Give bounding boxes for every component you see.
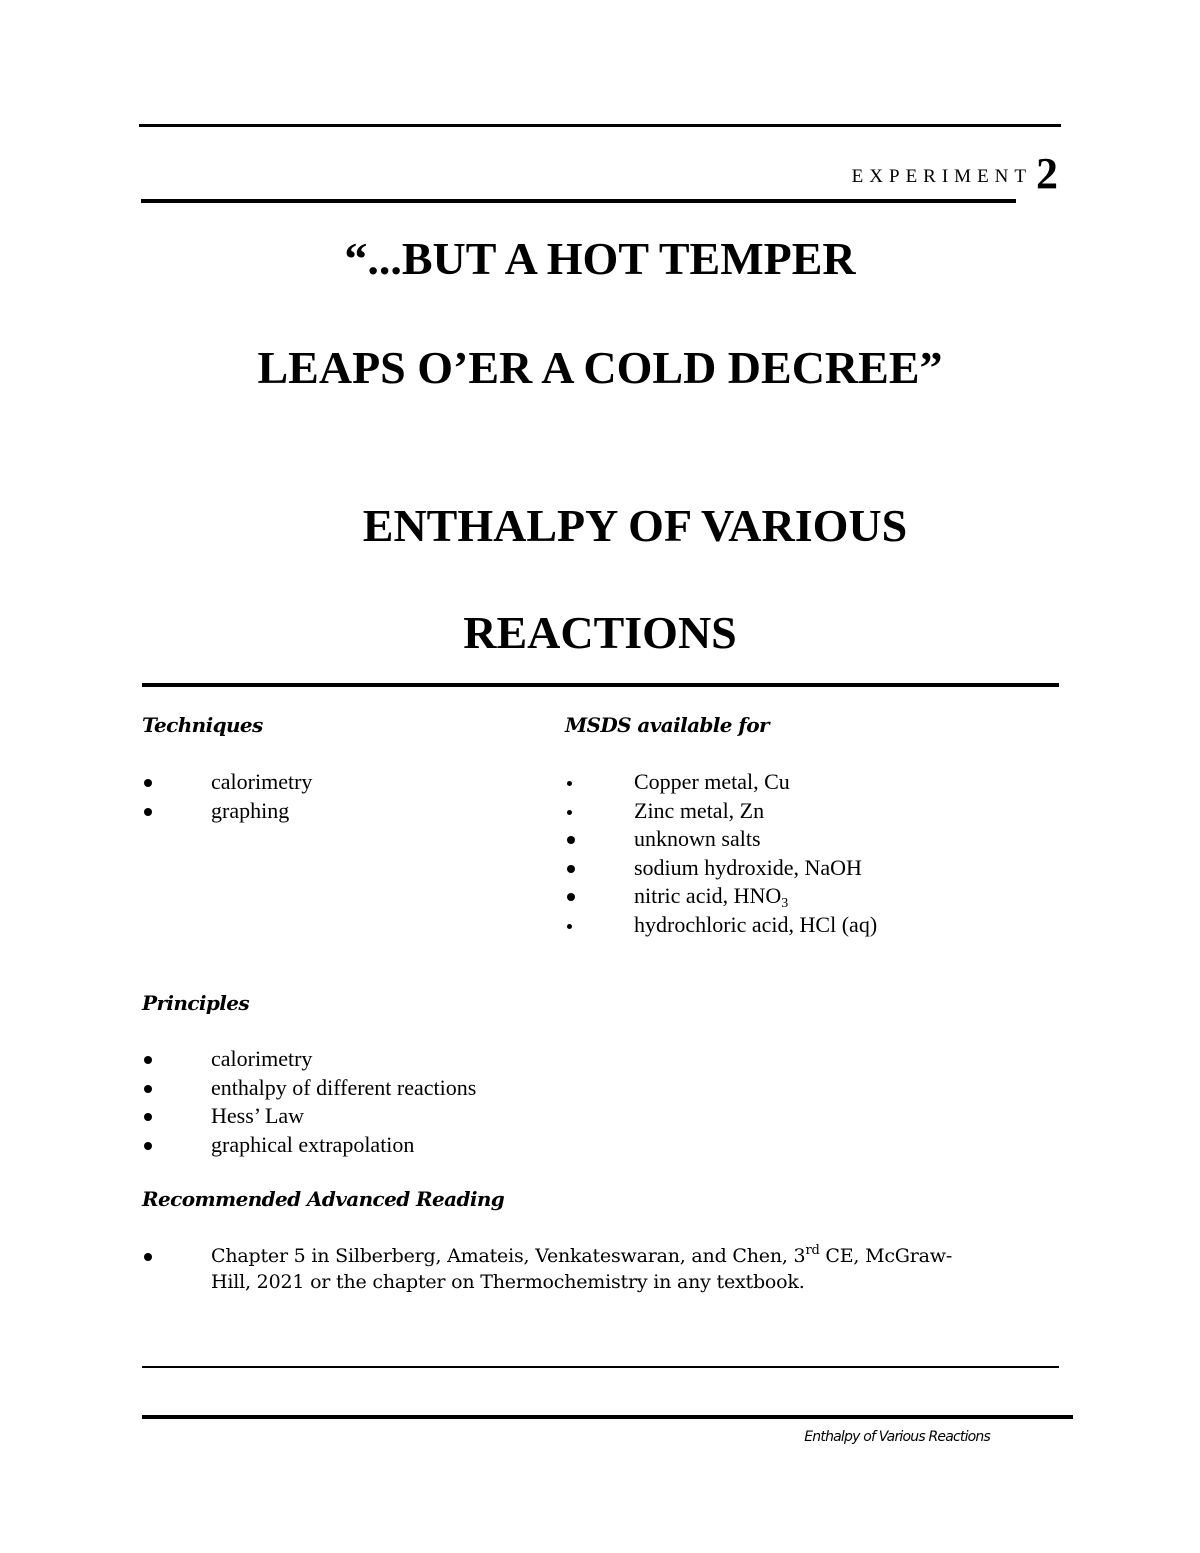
bullet-icon (144, 1113, 152, 1121)
reading-heading: Recommended Advanced Reading (142, 1187, 505, 1211)
list-item: unknown salts (565, 825, 877, 854)
title-line-3: ENTHALPY OF VARIOUS (362, 500, 908, 551)
list-item: hydrochloric acid, HCl (aq) (565, 911, 877, 940)
bullet-icon (144, 1085, 152, 1093)
list-item: graphical extrapolation (142, 1131, 476, 1160)
principles-list (142, 1045, 476, 1159)
list-item: enthalpy of different reactions (142, 1074, 476, 1103)
list-item: calorimetry (142, 1045, 476, 1074)
bullet-icon (567, 810, 572, 815)
techniques-list (142, 768, 312, 825)
bullet-icon (144, 1253, 152, 1261)
title-line-4: REACTIONS (463, 607, 737, 658)
bullet-icon (567, 836, 575, 844)
list-item: calorimetry (142, 768, 312, 797)
bullet-icon (144, 808, 152, 816)
bullet-icon (567, 865, 575, 873)
lower-rule-1 (142, 1366, 1059, 1368)
bullet-icon (567, 893, 575, 901)
bullet-icon (144, 1142, 152, 1150)
experiment-number: 2 (1036, 149, 1058, 198)
principles-heading: Principles (142, 991, 250, 1015)
title-line-2: LEAPS O’ER A COLD DECREE” (257, 342, 943, 393)
lower-rule-2 (142, 1415, 1073, 1419)
footer-running-title: Enthalpy of Various Reactions (804, 1429, 990, 1445)
msds-list (565, 768, 877, 939)
header-rule (141, 199, 1016, 203)
experiment-word: EXPERIMENT (851, 166, 1032, 187)
list-item: Hess’ Law (142, 1102, 476, 1131)
list-item: Zinc metal, Zn (565, 797, 877, 826)
list-item: graphing (142, 797, 312, 826)
top-rule (139, 124, 1061, 127)
list-item: nitric acid, $HNO_3$ (565, 882, 877, 911)
bullet-icon (144, 1056, 152, 1064)
experiment-label (851, 149, 1058, 198)
list-item: sodium hydroxide, NaOH (565, 854, 877, 883)
techniques-heading: Techniques (142, 713, 263, 737)
list-item: Copper metal, Cu (565, 768, 877, 797)
bullet-icon (567, 781, 572, 786)
reading-item: Chapter 5 in Silberberg, Amateis, Venkateswaran, and Chen, 3rd CE, McGraw- Hill, 2021 or the chapter on Thermochemistry in any textbook. (211, 1243, 953, 1293)
title-line-1: “...BUT A HOT TEMPER (344, 233, 856, 284)
bullet-icon (144, 779, 152, 787)
msds-heading: MSDS available for (565, 713, 769, 737)
bullet-icon (567, 924, 572, 929)
title-bottom-rule (142, 683, 1059, 687)
